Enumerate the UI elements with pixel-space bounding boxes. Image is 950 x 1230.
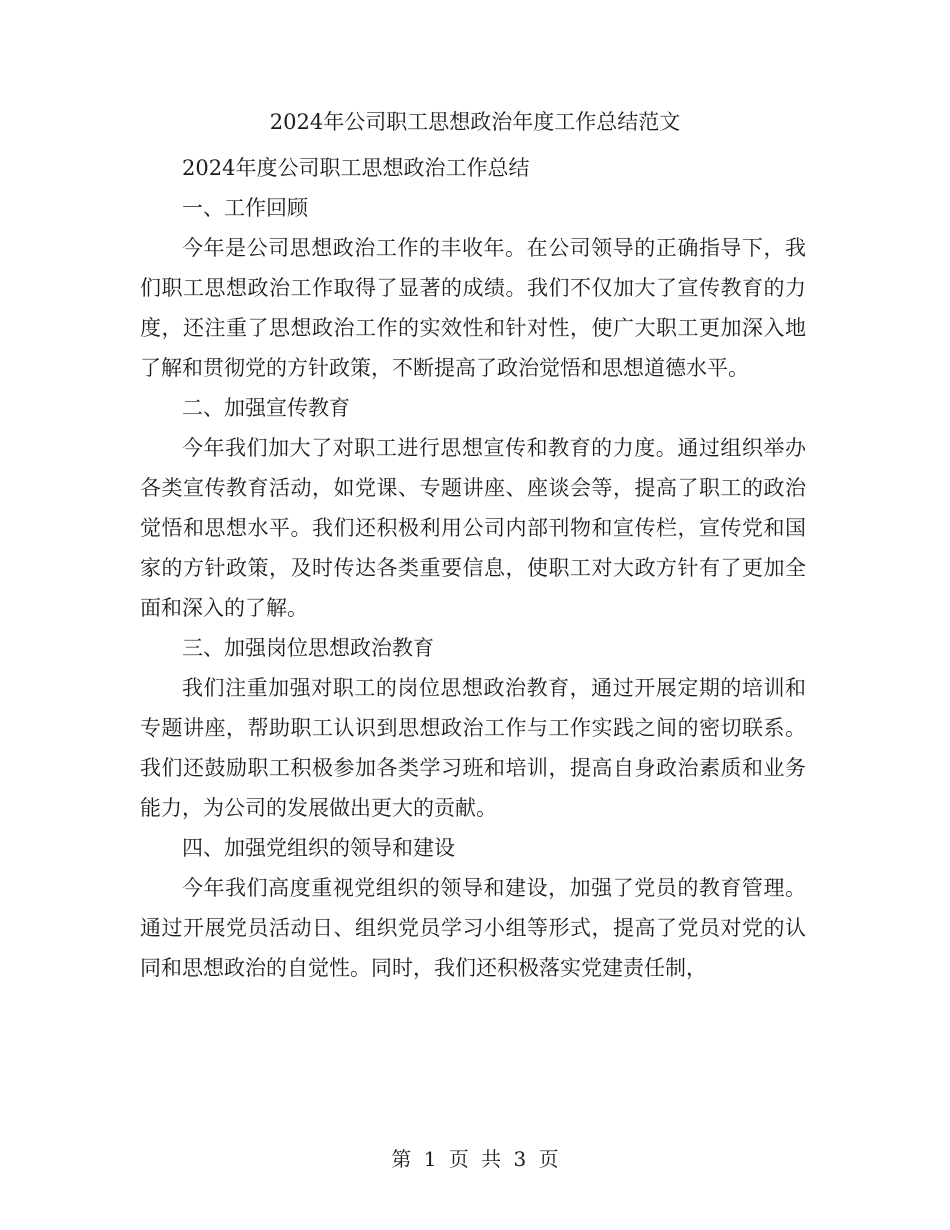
section-paragraph-3: 我们注重加强对职工的岗位思想政治教育，通过开展定期的培训和专题讲座，帮助职工认识到思想政治工作与工作实践之间的密切联系。我们还鼓励职工积极参加各类学习班和培训，提高自身政治素质和业务能力，为公司的发展做出更大的贡献。 xyxy=(140,676,806,820)
section-heading-4: 四、加强党组织的领导和建设 xyxy=(182,836,455,860)
section-heading-3: 三、加强岗位思想政治教育 xyxy=(182,636,434,660)
document-subtitle: 2024年度公司职工思想政治工作总结 xyxy=(182,156,530,180)
page-footer: 第 1 页 共 3 页 xyxy=(391,1147,559,1171)
section-paragraph-1: 今年是公司思想政治工作的丰收年。在公司领导的正确指导下，我们职工思想政治工作取得了显著的成绩。我们不仅加大了宣传教育的力度，还注重了思想政治工作的实效性和针对性，使广大职工更加深入地了解和贯彻党的方针政策，不断提高了政治觉悟和思想道德水平。 xyxy=(140,236,806,380)
section-paragraph-4: 今年我们高度重视党组织的领导和建设，加强了党员的教育管理。通过开展党员活动日、组织党员学习小组等形式，提高了党员对党的认同和思想政治的自觉性。同时，我们还积极落实党建责任制， xyxy=(140,876,806,980)
document-body xyxy=(140,148,806,988)
document-title: 2024年公司职工思想政治年度工作总结范文 xyxy=(269,110,681,134)
section-paragraph-2: 今年我们加大了对职工进行思想宣传和教育的力度。通过组织举办各类宣传教育活动，如党课、专题讲座、座谈会等，提高了职工的政治觉悟和思想水平。我们还积极利用公司内部刊物和宣传栏，宣传党和国家的方针政策，及时传达各类重要信息，使职工对大政方针有了更加全面和深入的了解。 xyxy=(140,436,806,620)
section-heading-1: 一、工作回顾 xyxy=(182,196,308,220)
section-heading-2: 二、加强宣传教育 xyxy=(182,396,350,420)
